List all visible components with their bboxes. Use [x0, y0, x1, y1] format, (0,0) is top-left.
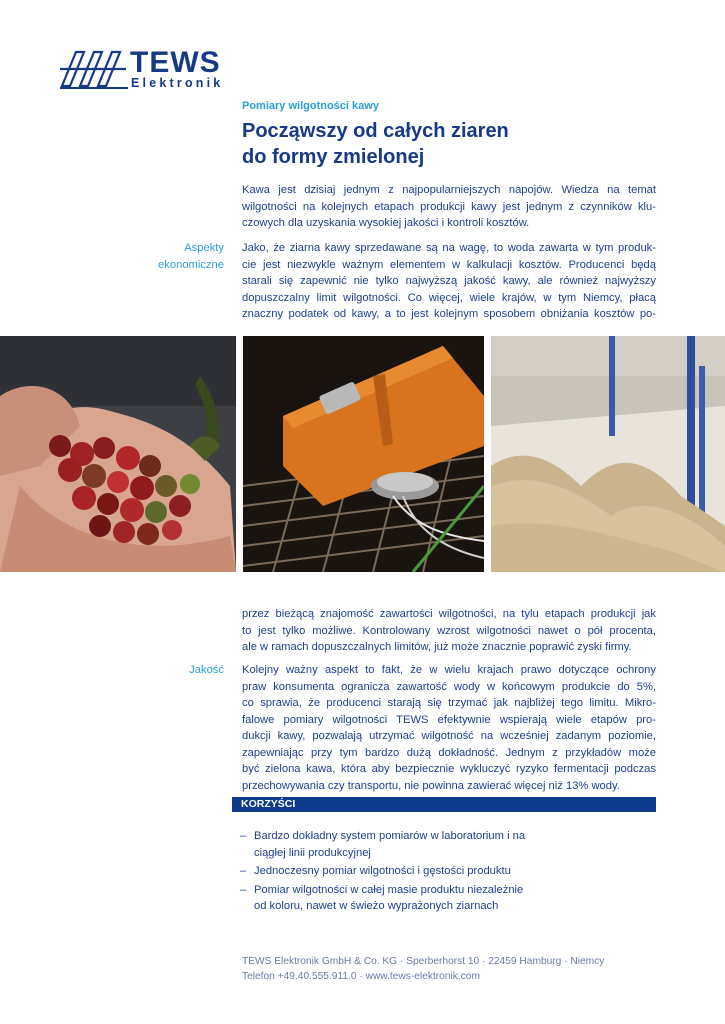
side-label-line: ekonomiczne — [158, 258, 224, 271]
sensor-on-conveyor-photo — [243, 336, 484, 572]
benefit-item — [240, 828, 660, 861]
benefit-dash: – — [240, 830, 247, 842]
quality-side-label: Jakość — [189, 664, 224, 676]
aspects-side-label — [124, 240, 224, 273]
aspects-paragraph — [242, 240, 656, 323]
quality-line: dukcji kawy, pozwalają utrzymać wilgotność na wcześniej zadanym poziomie, — [242, 730, 656, 742]
continuation-line: ale w ramach dopuszczalnych limitów, już może znacznie poprawić zyski firmy. — [242, 641, 632, 653]
aspects-line: znaczny podatek od kawy, a to jest kolejnym sposobem obniżania kosztów po- — [242, 308, 656, 320]
ground-coffee-photo — [491, 336, 725, 572]
aspects-line: Jako, że ziarna kawy sprzedawane są na wagę, to woda zawarta w tym produk- — [242, 242, 656, 254]
benefit-dash: – — [240, 883, 247, 896]
benefit-dash: – — [240, 865, 247, 877]
benefit-line: ciągłej linii produkcyjnej — [254, 846, 371, 859]
intro-line: wilgotności na kolejnych etapach produkcji kawy jest jednym z czynników klu- — [242, 200, 656, 213]
quality-line: zapewniając przy tym bardzo dużą dokładność. Jednym z przykładów może — [242, 746, 656, 759]
quality-line: praw konsumenta ogranicza zawartość wody w końcowym produkcie do 5%, — [242, 680, 656, 693]
quality-line: przechowywania czy transportu, nie powinna zawierać więcej niż 13% wody. — [242, 779, 620, 792]
benefit-item — [240, 882, 660, 915]
benefit-line: Pomiar wilgotności w całej masie produktu niezależnie — [254, 883, 524, 896]
coffee-cherries-photo — [0, 336, 236, 572]
benefit-line: Jednoczesny pomiar wilgotności i gęstości produktu — [254, 865, 511, 877]
page-title — [242, 118, 682, 170]
quality-line: być zielona kawa, która aby bezpiecznie wykluczyć ryzyko fermentacji podczas — [242, 763, 656, 775]
benefit-line: od koloru, nawet w świeżo wyprażonych ziarnach — [254, 900, 499, 912]
title-line: do formy zmielonej — [242, 146, 425, 168]
aspects-line: starali się zapewnić nie tylko najwyższą jakość kawy, ale również najwyższy — [242, 275, 656, 287]
quality-line: falowe pomiary wilgotności TEWS efektywnie wspierają wiele etapów pro- — [242, 713, 656, 726]
quality-line: Kolejny ważny aspekt to fakt, że w wielu krajach prawo dotyczące ochrony — [242, 664, 656, 676]
benefit-item — [240, 863, 660, 880]
footer-address: TEWS Elektronik GmbH & Co. KG · Sperberhorst 10 · 22459 Hamburg · Niemcy — [242, 956, 605, 967]
intro-paragraph — [242, 182, 656, 232]
intro-line: Kawa jest dzisiaj jednym z najpopularniejszych napojów. Wiedza na temat — [242, 184, 656, 196]
intro-line: czowych dla uzyskania wysokiej jakości i kontroli kosztów. — [242, 217, 530, 229]
footer-contact: Telefon +49.40.555.911.0 · www.tews-elektronik.com — [242, 971, 480, 982]
continuation-line: to jest tylko możliwe. Kontrolowany wzrost wilgotności nawet o pół procenta, — [242, 624, 656, 637]
logo-subtitle: Elektronik — [131, 76, 224, 90]
benefits-heading-bar: KORZYŚCI — [232, 797, 656, 812]
logo-wordmark: TEWS — [130, 46, 221, 79]
aspects-line: cie jest niezwykle ważnym elementem w kalkulacji kosztów. Producenci będą — [242, 258, 656, 271]
tews-logo-mark — [60, 48, 130, 90]
side-label-line: Aspekty — [184, 242, 224, 254]
benefit-line: Bardzo dokładny system pomiarów w laboratorium i na — [254, 830, 526, 842]
continuation-line: przez bieżącą znajomość zawartości wilgotności, na tylu etapach produkcji jak — [242, 608, 656, 620]
aspects-line: dopuszczalny limit wilgotności. Co więcej, wiele krajów, w tym Niemcy, płacą — [242, 291, 656, 304]
section-kicker: Pomiary wilgotności kawy — [242, 100, 379, 112]
quality-line: co sprawia, że producenci starają się trzymać jak najbliżej tego limitu. Mikro- — [242, 697, 656, 709]
title-line: Począwszy od całych ziaren — [242, 120, 509, 142]
continuation-paragraph — [242, 606, 656, 656]
quality-paragraph — [242, 662, 656, 794]
benefits-list — [240, 828, 660, 917]
